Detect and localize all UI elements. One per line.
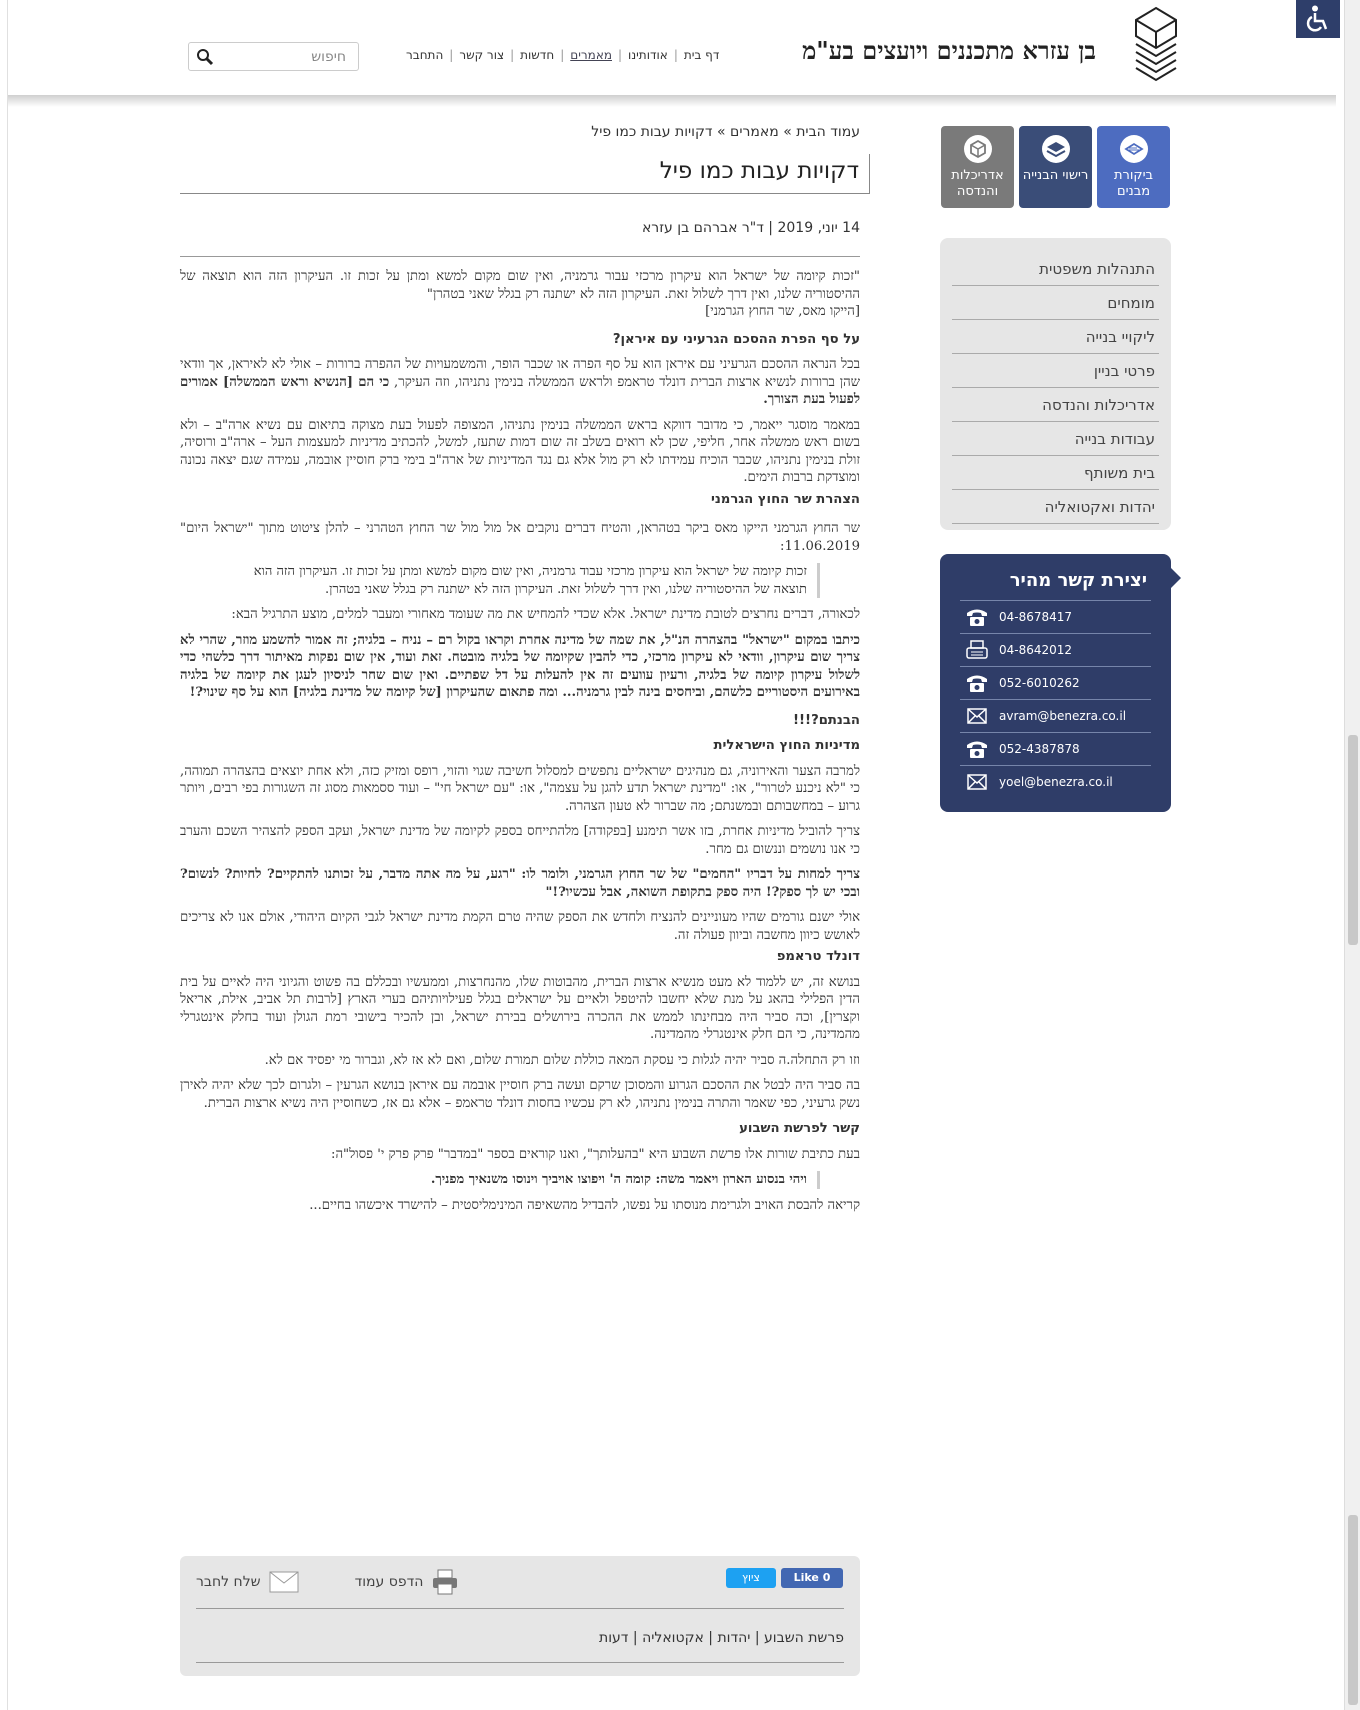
article-footer [180, 1556, 860, 1676]
menu-item-architecture[interactable]: אדריכלות והנדסה [952, 388, 1159, 422]
menu-item-legal[interactable]: התנהלות משפטית [952, 252, 1159, 286]
phone-icon [965, 673, 989, 693]
nav-about[interactable]: אודותינו [628, 48, 668, 62]
tag-link[interactable]: יהדות [717, 1630, 751, 1646]
paragraph: צריך להוביל מדיניות אחרת, בזו אשר תימנע [בפקודה] מלהתייחס בספק לקיומה של מדינת ישראל, ועקב הספק להצהיר השכם והערב כי אנו נושמים וננשום גם מחר. [180, 824, 860, 857]
title-box [180, 154, 870, 194]
heading-understood: הבנתם?!!! [793, 712, 860, 728]
tile-building-inspection[interactable] [1097, 126, 1170, 208]
menu-item-construction[interactable]: עבודות בנייה [952, 422, 1159, 456]
blockquote: ויהי בנסוע הארון ויאמר משה: קומה ה' ויפוצו אויביך וינוסו משנאיך מפניך. [220, 1171, 820, 1189]
nav-login[interactable]: התחבר [406, 48, 444, 62]
site-header [8, 0, 1336, 98]
breadcrumb [560, 124, 860, 140]
breadcrumb-current: דקויות עבות כמו פיל [591, 124, 713, 140]
tile-label: ביקורת מבנים [1113, 168, 1154, 199]
menu-item-condominium[interactable]: בית משותף [952, 456, 1159, 490]
contact-row[interactable] [960, 765, 1151, 798]
article-tags: פרשת השבוע | יהדות | אקטואליה | דעות [599, 1630, 844, 1646]
layers-icon [1041, 134, 1071, 164]
accessibility-button[interactable] [1296, 0, 1340, 38]
paragraph: שר החוץ הגרמני הייקו מאס ביקר בטהראן, והטיח דברים נוקבים אל מול מול שר החוץ הטהרני – להלן ציטוט מתוך "ישראל היום" 11.06.2019: [180, 521, 860, 554]
search-input[interactable] [188, 42, 359, 71]
article-meta: 14 יוני, 2019 | ד"ר אברהם בן עזרא [641, 220, 860, 236]
nav-articles[interactable]: מאמרים [570, 48, 612, 62]
contact-text: avram@benezra.co.il [999, 709, 1127, 723]
mail-icon [965, 706, 989, 726]
documents-icon [1119, 134, 1149, 164]
fax-icon [965, 640, 989, 660]
paragraph: קריאה להבסת האויב ולגרימת מנוסתו על נפשו, להבדיל מהשאיפה המינימליסטית – להישרד איכשהו בחיים... [309, 1197, 860, 1213]
contact-text: yoel@benezra.co.il [999, 775, 1113, 789]
printer-icon[interactable] [431, 1568, 459, 1596]
paragraph: במאמר מוסגר ייאמר, כי מדובר דווקא בראש הממשלה בנימין נתניהו, המצופה לפעול בעת מצוקה בתיאום עם נשיא ארה"ב – ולא בשום ראש ממשלה אחר, חליפי, שכן לא רואים בשלב זה שום דמות שתעז, למשל, להכתיב מדיניות למעצמות העל – ארה"ב ורוסיה, זולת בנימין נתניהו, שכבר הוכיח עמידתו לא רק מול אלא גם נגד המדיניות של ארה"ב בימי ברק חוסיין אובמה, עמידה שגם יצאה נכונה ומוצדקת ברבות הימים. [180, 417, 860, 485]
contact-text: 052-6010262 [999, 676, 1080, 690]
mail-icon [965, 772, 989, 792]
article-body [180, 268, 860, 1222]
heading-german-statement: הצהרת שר החוץ הגרמני [710, 491, 860, 507]
article-actions [196, 1568, 459, 1596]
paragraph: בה סביר היה לבטל את ההסכם הגרוע והמסוכן שרקם ועשה ברק חוסיין אובמה עם איראן בנושא הגרעין – ולגרום לכך שלא יהיה לאירן נשק גרעיני, כפי שאמר והתרה בנימין נתניהו, לא רק עכשיו בחסות דונלד טראמפ – אלא גם אז, כשחוסיין היה נשיא ארצות הברית. [180, 1078, 860, 1111]
share-buttons [726, 1568, 843, 1588]
panel-arrow [1171, 568, 1181, 588]
nav-news[interactable]: חדשות [520, 48, 555, 62]
menu-item-experts[interactable]: מומחים [952, 286, 1159, 320]
logo-icon[interactable] [1134, 6, 1178, 82]
heading-nuclear-deal: על סף הפרת ההסכם הגרעיני עם איראן? [612, 331, 860, 347]
paragraph: למרבה הצער והאירוניה, גם מנהיגים ישראליים נתפשים למסלול חשיבה שגוי והזוי, רופס ומזיק כזה, ולא אחת יוצאים בהצהרה תמוהה, כי "לא ניכנע לטרור", או: "מדינת ישראל תדע להגן על עצמה", או: "עם ישראל חי" – ועוד ססמאות מסוג זה השגורות בפי רבים, ויותר גרוע – במחשבותם ובמשנתם; מה שברור לא טעון הצהרה. [180, 763, 860, 814]
contact-row[interactable] [960, 600, 1151, 633]
divider [196, 1662, 844, 1663]
twitter-button[interactable]: ציוץ [726, 1568, 776, 1588]
blockquote: זכות קיומה של ישראל הוא עיקרון מרכזי עבוד גרמניה, ואין שום מקום למשא ומתן על זכות זו. העיקרון הזה הוא תוצאה של ההיסטוריה שלנו, ואין דרך לשלול זאת. העיקרון הזה לא ישתנה רק בגלל שאני בטהרן. [220, 563, 820, 598]
paragraph: בכל הנראה ההסכם הגרעיני עם איראן הוא על סף הפרה או שכבר הופר, והמשמעויות של ההפרה ברורות – אולי לא לאיראן, אך וודאי שהן ברורות לנשיא ארצות הברית דונלד טראמפ ולראש הממשלה בנימין נתניהו, וזה העיקר, כי הם [הנשיא וראש הממשלה] אמורים לפעול בעת הצורך. [180, 357, 860, 407]
quick-contact-panel [940, 554, 1171, 812]
breadcrumb-sep: » [717, 124, 726, 140]
menu-item-judaism[interactable]: יהדות ואקטואליה [952, 490, 1159, 524]
site-name[interactable]: בן עזרא מתכננים ויועצים בע"מ [802, 36, 1096, 65]
top-nav: דף בית | אודותינו | מאמרים | חדשות | צור קשר | התחבר [400, 48, 725, 62]
envelope-icon[interactable] [269, 1571, 299, 1593]
search-placeholder: חיפוש [311, 49, 346, 65]
category-menu [940, 238, 1171, 530]
paragraph-bold: כיתבו במקום "ישראל" בהצהרה הנ"ל, את שמה של מדינה אחרת וקראו בקול רם – נניח – בלגיה; זה אמור להשמע מוזר, שהרי לא צריך שום עיקרון, וודאי לא עיקרון מרכזי, כדי להבין שקיומה של בלגיה מובטח. זאת ועוד, אין שום נפקות מאיתור דרך כלשהי כדי לשלול עיקרון קיומה של בלגיה, ורעיון עוועים זה אין להעלות על דל שפתיים. ואין שום שחר לניסיון לעגן את קיומה של בלגיה באירועים היסטוריים כלשהם, וביחסים בינה לבין גרמניה... ומה פתאום שהעיקרון [של קיומה של מדינת בלגיה] הוא על סף שינוי?! [180, 632, 860, 700]
menu-item-building-details[interactable]: פרטי בניין [952, 354, 1159, 388]
tile-building-permit[interactable] [1019, 126, 1092, 208]
contact-text: 052-4387878 [999, 742, 1080, 756]
contact-row[interactable] [960, 732, 1151, 765]
scrollbar-thumb[interactable] [1348, 735, 1358, 945]
contact-text: 04-8642012 [999, 643, 1073, 657]
left-edge [0, 0, 8, 1710]
vertical-scrollbar[interactable] [1344, 0, 1360, 1710]
print-link[interactable]: הדפס עמוד [354, 1574, 424, 1590]
facebook-like-button[interactable]: Like 0 [781, 1568, 843, 1588]
contact-row[interactable] [960, 633, 1151, 666]
nav-home[interactable]: דף בית [683, 48, 720, 62]
divider [180, 256, 860, 257]
scrollbar-thumb[interactable] [1348, 1515, 1358, 1705]
send-to-friend-link[interactable]: שלח לחבר [196, 1574, 261, 1590]
paragraph: לכאורה, דברים נחרצים לטובת מדינת ישראל. אלא שכדי להמחיש את מה שעומד מאחורי ומעבר למלים, מוצע התרגיל הבא: [231, 607, 860, 622]
contact-row[interactable] [960, 666, 1151, 699]
tile-label: רישוי הבנייה [1022, 168, 1089, 183]
heading-weekly-portion: קשר לפרשת השבוע [739, 1121, 860, 1136]
page-title: דקויות עבות כמו פיל [659, 158, 859, 184]
tile-label: אדריכלות והנדסה [951, 168, 1004, 199]
breadcrumb-sep: » [783, 124, 792, 140]
tag-link[interactable]: דעות [599, 1630, 629, 1646]
paragraph: בעת כתיבת שורות אלו פרשת השבוע היא "בהעלותך", ואנו קוראים בספר "במדבר" פרק פרק י' פסול"ה: [331, 1146, 860, 1162]
contact-row[interactable] [960, 699, 1151, 732]
article-date: 14 יוני, 2019 [777, 220, 860, 236]
tag-link[interactable]: פרשת השבוע [764, 1630, 844, 1646]
tag-link[interactable]: אקטואליה [642, 1630, 704, 1646]
breadcrumb-articles[interactable]: מאמרים [730, 124, 779, 140]
search-icon[interactable] [196, 48, 214, 66]
wheelchair-icon [1305, 5, 1331, 33]
heading-trump: דונלד טראמפ [776, 949, 860, 964]
header-shadow [8, 95, 1336, 107]
paragraph: אולי ישנם גורמים שהיו מעוניינים להנציח ולחדש את הספק שהיה טרם הקמת מדינת ישראל לגבי הקיום היהודי, אולם אנו לא צריכים לאושש כיוון מחשבה וביוון פעולה זה. [180, 910, 860, 943]
nav-contact[interactable]: צור קשר [459, 48, 505, 62]
breadcrumb-home[interactable]: עמוד הבית [796, 124, 860, 140]
cube-icon [963, 134, 993, 164]
article-author: ד"ר אברהם בן עזרא [641, 220, 764, 236]
phone-icon [965, 739, 989, 759]
phone-icon [965, 607, 989, 627]
menu-item-defects[interactable]: ליקויי בנייה [952, 320, 1159, 354]
contact-text: 04-8678417 [999, 610, 1073, 624]
heading-foreign-policy: מדיניות החוץ הישראלית [713, 738, 860, 753]
service-tiles [940, 126, 1170, 208]
paragraph: בנושא זה, יש ללמוד לא מעט מנשיא ארצות הברית, מהבוטות שלו, מהנחרצות, וממעשיו ובכללם בה פשוט והגיוני היה לאיים על בית הדין הפלילי בהאג על מנת שלא יחשבו להיטפל ולאיים על ישראלים בגלל פעילויותיהם בערי הארץ [לרבות תל אביב, אילת, אריאל וקצרין], וכה סביר היה מבחינתו לממש את ההכרה בירושלים בבירת ישראל, ובן להכיר בישובי רמת הגולן ועוד בחלק אינטגרלי מהמדינה, כי הם חלק אינטגרלי מהמדינה. [180, 974, 860, 1042]
paragraph: וזו רק התחלה.ה סביר יהיה לגלות כי עסקת המאה כוללת שלום תמורת שלום, ואם לא אז לא, וגברור מי יפסיד אם לא. [264, 1052, 860, 1068]
tile-architecture[interactable] [941, 126, 1014, 208]
contact-title: יצירת קשר מהיר [1009, 570, 1147, 591]
intro-quote: "זכות קיומה של ישראל הוא עיקרון מרכזי עבור גרמניה, ואין שום מקום למשא ומתן על זכות זו. העיקרון הזה הוא תוצאה של ההיסטוריה שלנו, ואין דרך לשלול זאת. העיקרון הזה לא ישתנה רק בגלל שאני בטהרן" [הייקו מאס, שר החוץ הגרמני] [180, 269, 860, 319]
paragraph-bold: צריך למחות על דבריו "החמים" של שר החוץ הגרמני, ולומר לו: "רגע, על מה אתה מדבר, על זכותנו להתקיים? לחיות? לנשום? ובכי יש לך ספק?! היה ספק בתקופת השואה, אבל עכשיו?!" [180, 867, 860, 900]
divider [196, 1608, 844, 1609]
